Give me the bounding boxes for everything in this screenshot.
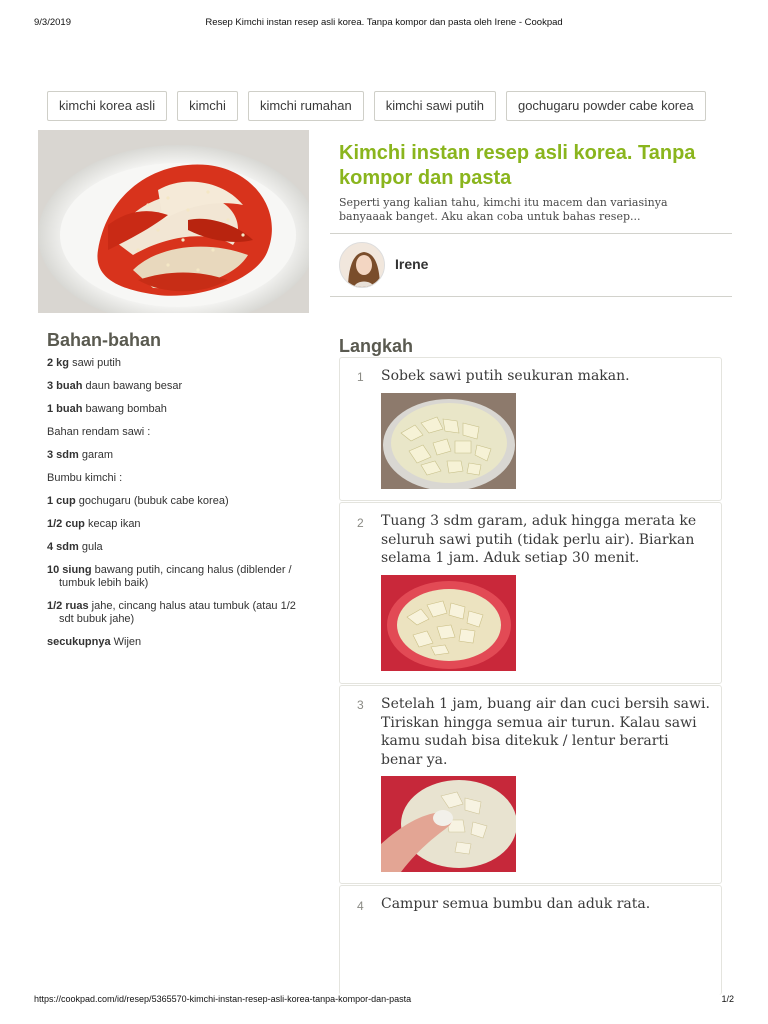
divider: [330, 296, 732, 297]
step-photo[interactable]: [381, 393, 516, 489]
tag-list: [47, 91, 723, 121]
recipe-photo: [38, 130, 309, 313]
tag-kimchi[interactable]: kimchi: [177, 91, 238, 121]
author-name[interactable]: Irene: [395, 256, 429, 272]
tag-kimchi-korea-asli[interactable]: kimchi korea asli: [47, 91, 167, 121]
step-photo[interactable]: [381, 776, 516, 872]
print-header: [34, 17, 734, 31]
ingredient-item: 3 sdm garam: [47, 449, 114, 461]
ingredient-item: 1/2 ruas jahe, cincang halus atau tumbuk (atau 1/2 sdt bubuk jahe): [47, 600, 296, 625]
print-page-title: Resep Kimchi instan resep asli korea. Tanpa kompor dan pasta oleh Irene - Cookpad: [205, 17, 563, 28]
print-date: 9/3/2019: [34, 17, 71, 28]
ingredient-item: 10 siung bawang putih, cincang halus (diblender / tumbuk lebih baik): [47, 564, 292, 589]
tag-gochugaru-powder[interactable]: gochugaru powder cabe korea: [506, 91, 706, 121]
divider: [330, 233, 732, 234]
print-url: https://cookpad.com/id/resep/5365570-kimchi-instan-resep-asli-korea-tanpa-kompor-dan-pasta: [34, 994, 412, 1004]
tag-kimchi-rumahan[interactable]: kimchi rumahan: [248, 91, 364, 121]
step-number: 3: [357, 698, 364, 712]
ingredients-list: [47, 357, 312, 659]
step-text: Sobek sawi putih seukuran makan.: [381, 368, 630, 384]
step-number: 4: [357, 899, 364, 913]
step-card: [339, 357, 722, 501]
print-page-number: 1/2: [721, 994, 734, 1004]
step-number: 1: [357, 370, 364, 384]
step-photo[interactable]: [381, 575, 516, 671]
ingredient-item: 1/2 cup kecap ikan: [47, 518, 141, 530]
recipe-title: Kimchi instan resep asli korea. Tanpa kompor dan pasta: [339, 142, 696, 189]
step-text: Campur semua bumbu dan aduk rata.: [381, 896, 651, 912]
tag-kimchi-sawi-putih[interactable]: kimchi sawi putih: [374, 91, 496, 121]
step-card: [339, 685, 722, 884]
recipe-description: Seperti yang kalian tahu, kimchi itu macem dan variasinya banyaaak banget. Aku akan coba untuk bahas resep...: [339, 196, 668, 223]
avatar[interactable]: [339, 242, 385, 288]
step-number: 2: [357, 516, 364, 530]
ingredient-item: 1 buah bawang bombah: [47, 403, 167, 415]
ingredient-item: 1 cup gochugaru (bubuk cabe korea): [47, 495, 229, 507]
ingredient-item: 4 sdm gula: [47, 541, 103, 553]
ingredient-item: secukupnya Wijen: [47, 636, 142, 648]
step-text: Tuang 3 sdm garam, aduk hingga merata ke seluruh sawi putih (tidak perlu air). Biarkan selama 1 jam. Aduk setiap 30 menit.: [381, 513, 697, 566]
ingredient-item: Bumbu kimchi :: [47, 472, 123, 484]
ingredients-heading: Bahan-bahan: [47, 330, 162, 350]
ingredient-item: 2 kg sawi putih: [47, 357, 121, 369]
ingredient-item: Bahan rendam sawi :: [47, 426, 151, 438]
step-card: [339, 885, 722, 995]
ingredient-item: 3 buah daun bawang besar: [47, 380, 183, 392]
step-card: [339, 502, 722, 684]
steps-heading: Langkah: [339, 336, 414, 356]
step-text: Setelah 1 jam, buang air dan cuci bersih sawi. Tiriskan hingga semua air turun. Kalau sawi kamu sudah bisa ditekuk / lentur berarti benar ya.: [381, 696, 710, 768]
